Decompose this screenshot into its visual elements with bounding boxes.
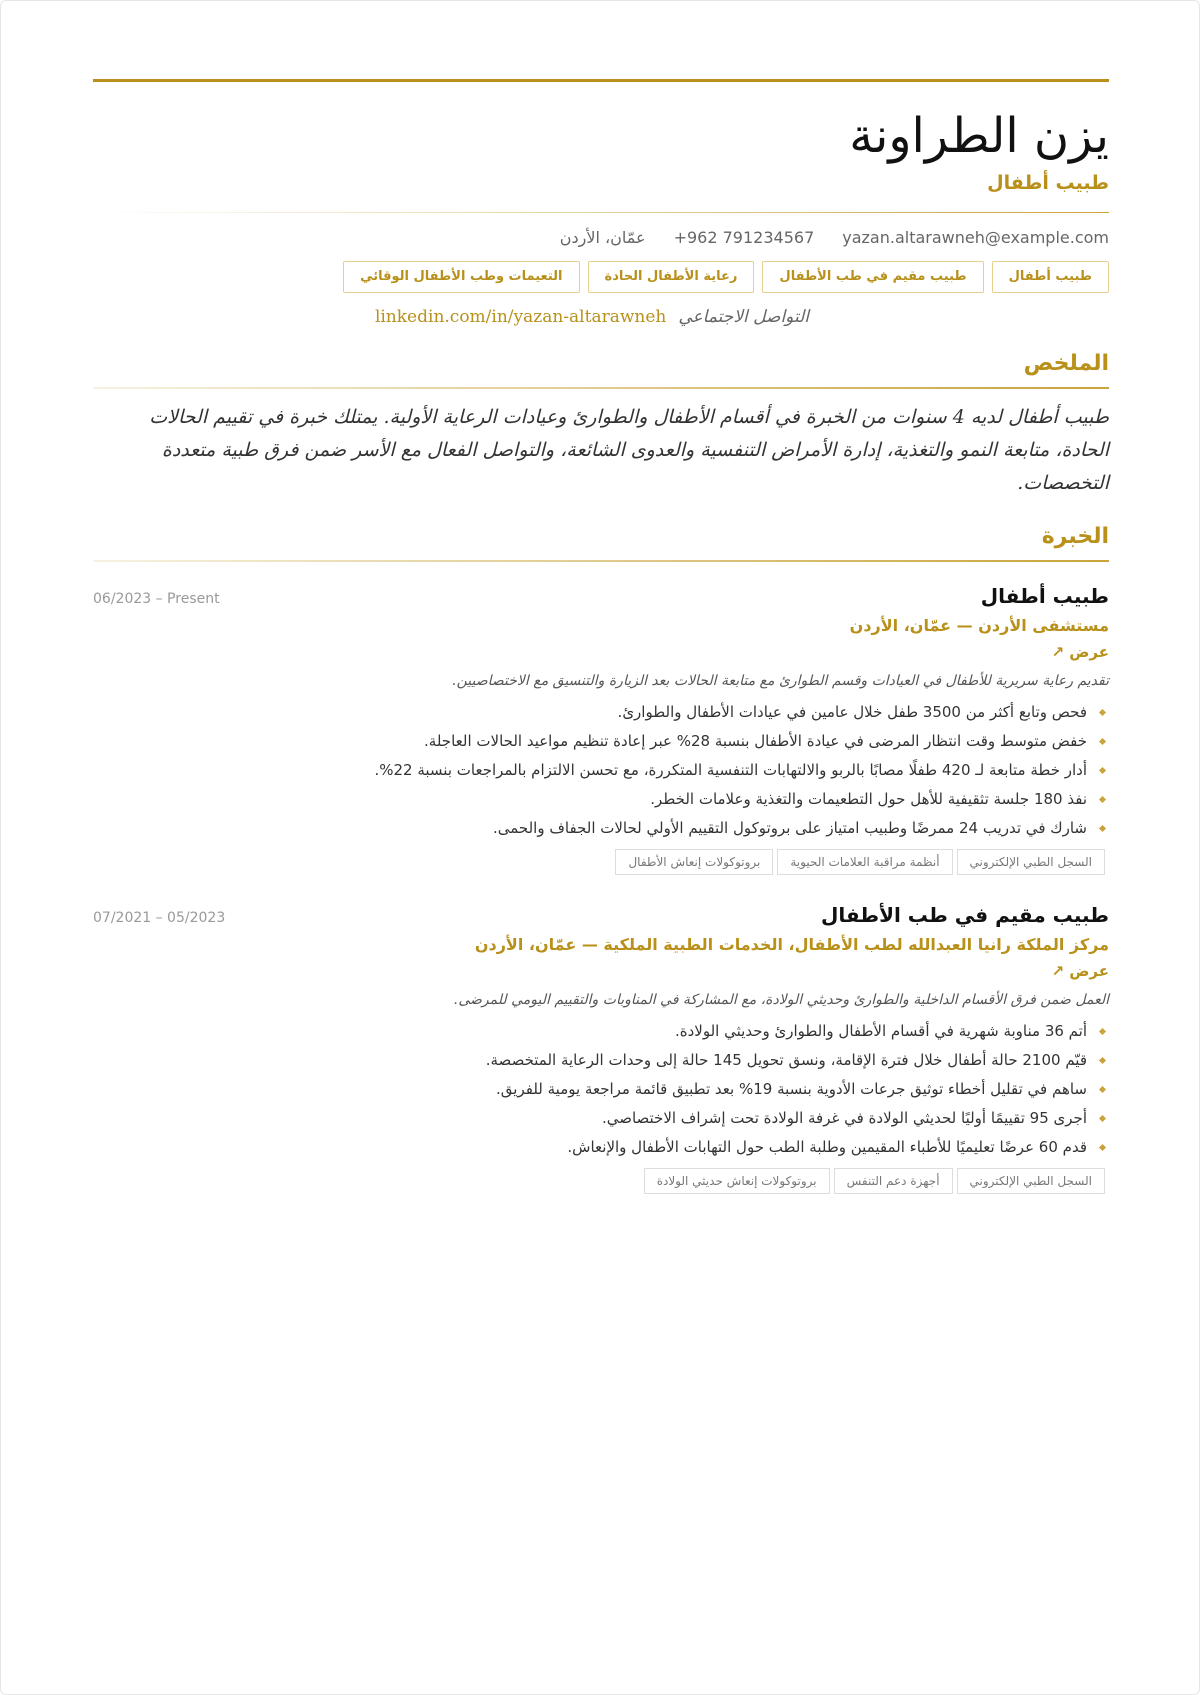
experience-rule (93, 560, 1109, 562)
job-organization: مركز الملكة رانيا العبدالله لطب الأطفال، الخدمات الطبية الملكية — عمّان، الأردن (474, 935, 1109, 954)
job-view-link[interactable]: عرض ↗ (1051, 643, 1109, 661)
job-entry (93, 901, 1109, 1194)
job-title: طبيب مقيم في طب الأطفال (821, 903, 1109, 927)
social-row (93, 307, 1109, 327)
job-description: تقديم رعاية سريرية للأطفال في العيادات وقسم الطوارئ مع متابعة الحالات بعد الزيارة والتنسيق مع الاختصاصيين. (452, 673, 1109, 689)
job-achievements (93, 698, 1109, 843)
achievement-item: نفذ 180 جلسة تثقيفية للأهل حول التطعيمات والتغذية وعلامات الخطر. (93, 785, 1109, 814)
candidate-name: يزن الطراونة (849, 108, 1109, 164)
skill-tag: بروتوكولات إنعاش الأطفال (615, 849, 773, 875)
social-label: التواصل الاجتماعي (678, 307, 809, 327)
summary-heading: الملخص (1023, 351, 1109, 376)
job-description: العمل ضمن فرق الأقسام الداخلية والطوارئ وحديثي الولادة، مع المشاركة في المناوبات والتقييم اليومي للمرضى. (453, 992, 1109, 1008)
skill-tag: أنظمة مراقبة العلامات الحيوية (777, 849, 952, 875)
role-tag: رعاية الأطفال الحادة (588, 261, 755, 293)
role-tag: طبيب أطفال (992, 261, 1109, 293)
summary-rule (93, 387, 1109, 389)
achievement-item: ساهم في تقليل أخطاء توثيق جرعات الأدوية بنسبة 19% بعد تطبيق قائمة مراجعة يومية للفريق. (93, 1075, 1109, 1104)
phone-number: +962 791234567 (673, 228, 815, 247)
job-skills (93, 849, 1109, 875)
role-tags (93, 261, 1109, 293)
job-view-link[interactable]: عرض ↗ (1051, 962, 1109, 980)
achievement-item: أتم 36 مناوبة شهرية في أقسام الأطفال والطوارئ وحديثي الولادة. (93, 1017, 1109, 1046)
skill-tag: السجل الطبي الإلكتروني (957, 1168, 1105, 1194)
achievement-item: فحص وتابع أكثر من 3500 طفل خلال عامين في عيادات الأطفال والطوارئ. (93, 698, 1109, 727)
summary-text: طبيب أطفال لديه 4 سنوات من الخبرة في أقسام الأطفال والطوارئ وعيادات الرعاية الأولية. يمتلك خبرة في تقييم الحالات الحادة، متابعة النمو والتغذية، إدارة الأمراض التنفسية والعدوى الشائعة، والتواصل الفعال مع الأسر ضمن فرق طبية متعددة التخصصات. (149, 406, 1109, 494)
experience-heading: الخبرة (1041, 524, 1109, 549)
achievement-item: شارك في تدريب 24 ممرضًا وطبيب امتياز على بروتوكول التقييم الأولي لحالات الجفاف والحمى. (93, 814, 1109, 843)
top-rule (93, 79, 1109, 82)
skill-tag: السجل الطبي الإلكتروني (957, 849, 1105, 875)
job-achievements (93, 1017, 1109, 1162)
contact-row (93, 227, 1109, 249)
skill-tag: أجهزة دعم التنفس (834, 1168, 953, 1194)
skill-tag: بروتوكولات إنعاش حديثي الولادة (644, 1168, 830, 1194)
job-title: طبيب أطفال (980, 584, 1109, 608)
achievement-item: خفض متوسط وقت انتظار المرضى في عيادة الأطفال بنسبة 28% عبر إعادة تنظيم مواعيد الحالات العاجلة. (93, 727, 1109, 756)
role-tag: التعيمات وطب الأطفال الوقائي (343, 261, 579, 293)
job-entry (93, 582, 1109, 875)
achievement-item: أجرى 95 تقييمًا أوليًا لحديثي الولادة في غرفة الولادة تحت إشراف الاختصاصي. (93, 1104, 1109, 1133)
linkedin-link[interactable]: linkedin.com/in/yazan-altarawneh (374, 307, 667, 327)
email-link[interactable]: yazan.altarawneh@example.com (842, 228, 1109, 247)
job-organization: مستشفى الأردن — عمّان، الأردن (849, 616, 1109, 635)
location: عمّان، الأردن (559, 228, 646, 247)
resume-content (93, 79, 1109, 1194)
achievement-item: أدار خطة متابعة لـ 420 طفلًا مصابًا بالربو والالتهابات التنفسية المتكررة، مع تحسن الالتزام بالمراجعات بنسبة 22%. (93, 756, 1109, 785)
job-dates: 07/2021 – 05/2023 (93, 910, 226, 926)
achievement-item: قدم 60 عرضًا تعليميًا للأطباء المقيمين وطلبة الطب حول التهابات الأطفال والإنعاش. (93, 1133, 1109, 1162)
header-divider (93, 212, 1109, 213)
job-dates: 06/2023 – Present (93, 591, 220, 607)
job-skills (93, 1168, 1109, 1194)
role-tag: طبيب مقيم في طب الأطفال (762, 261, 983, 293)
achievement-item: قيّم 2100 حالة أطفال خلال فترة الإقامة، ونسق تحويل 145 حالة إلى وحدات الرعاية المتخصصة. (93, 1046, 1109, 1075)
candidate-title: طبيب أطفال (987, 172, 1109, 194)
